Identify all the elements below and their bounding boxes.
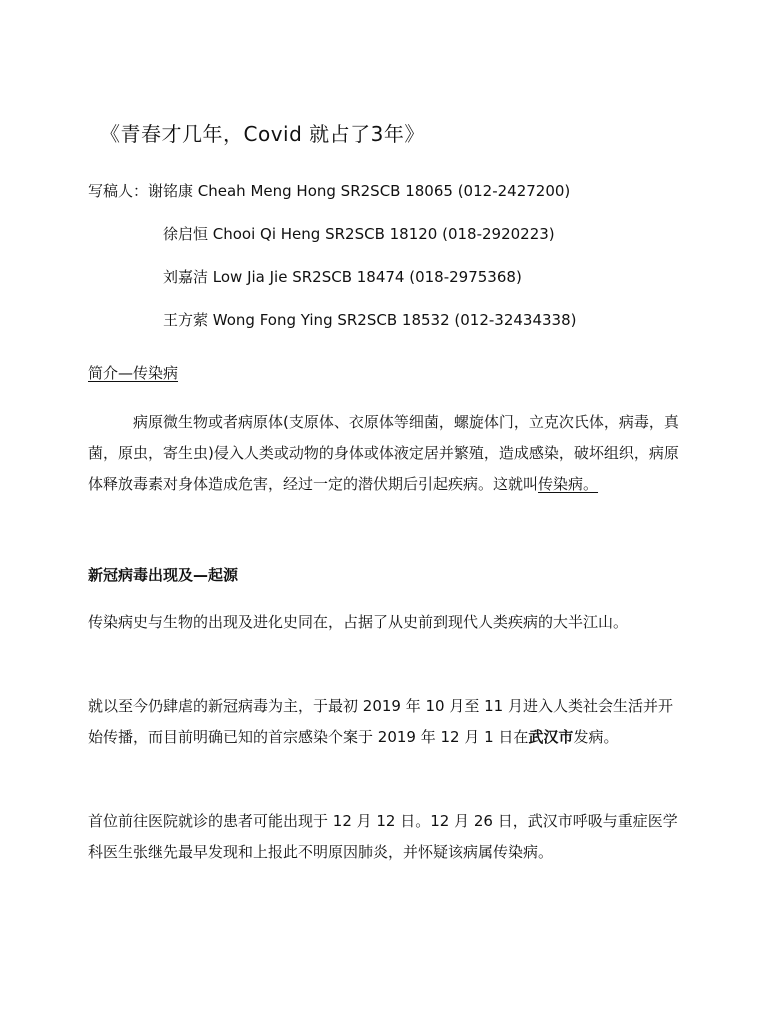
term-infectious-disease: 传染病。 bbox=[538, 475, 599, 493]
section-heading-origin: 新冠病毒出现及—起源 bbox=[88, 566, 239, 584]
author-row-3 bbox=[163, 266, 522, 287]
paragraph-first-case-end: 发病。 bbox=[573, 728, 619, 746]
wuhan-city: 武汉市 bbox=[528, 728, 574, 746]
section-heading-infectious-disease: 简介—传染病 bbox=[88, 364, 179, 382]
paragraph-hospital-visit: 首位前往医院就诊的患者可能出现于 12 月 12 日。12 月 26 日，武汉市呼吸与重症医学科医生张继先最早发现和上报此不明原因肺炎，并怀疑该病属传染病。 bbox=[88, 812, 678, 861]
paragraph-first-case-text: 就以至今仍肆虐的新冠病毒为主，于最初 2019 年 10 月至 11 月进入人类社会生活并开始传播，而目前明确已知的首宗感染个案于 2019 年 12 月 1 日在 bbox=[88, 697, 673, 746]
author-2: 徐启恒 Chooi Qi Heng SR2SCB 18120 (018-2920223) bbox=[163, 225, 555, 243]
paragraph-first-case bbox=[88, 691, 686, 753]
paragraph-definition-text: 病原微生物或者病原体(支原体、衣原体等细菌，螺旋体门，立克次氏体，病毒，真菌，原虫，寄生虫)侵入人类或动物的身体或体液定居并繁殖，造成感染，破坏组织，病原体释放毒素对身体造成危害，经过一定的潜伏期后引起疾病。这就叫 bbox=[88, 413, 679, 493]
paragraph-definition bbox=[88, 407, 686, 500]
author-row-4 bbox=[163, 309, 576, 330]
author-4: 王方萦 Wong Fong Ying SR2SCB 18532 (012-32434338) bbox=[163, 311, 577, 329]
author-row-1 bbox=[88, 180, 570, 201]
author-3: 刘嘉洁 Low Jia Jie SR2SCB 18474 (018-2975368) bbox=[163, 268, 522, 286]
authors-label: 写稿人： bbox=[88, 182, 149, 200]
paragraph-history: 传染病史与生物的出现及进化史同在，占据了从史前到现代人类疾病的大半江山。 bbox=[88, 613, 629, 631]
author-1: 谢铭康 Cheah Meng Hong SR2SCB 18065 (012-2427200) bbox=[148, 182, 571, 200]
author-row-2 bbox=[163, 223, 555, 244]
document-title: 《青春才几年，Covid 就占了3年》 bbox=[100, 122, 425, 146]
